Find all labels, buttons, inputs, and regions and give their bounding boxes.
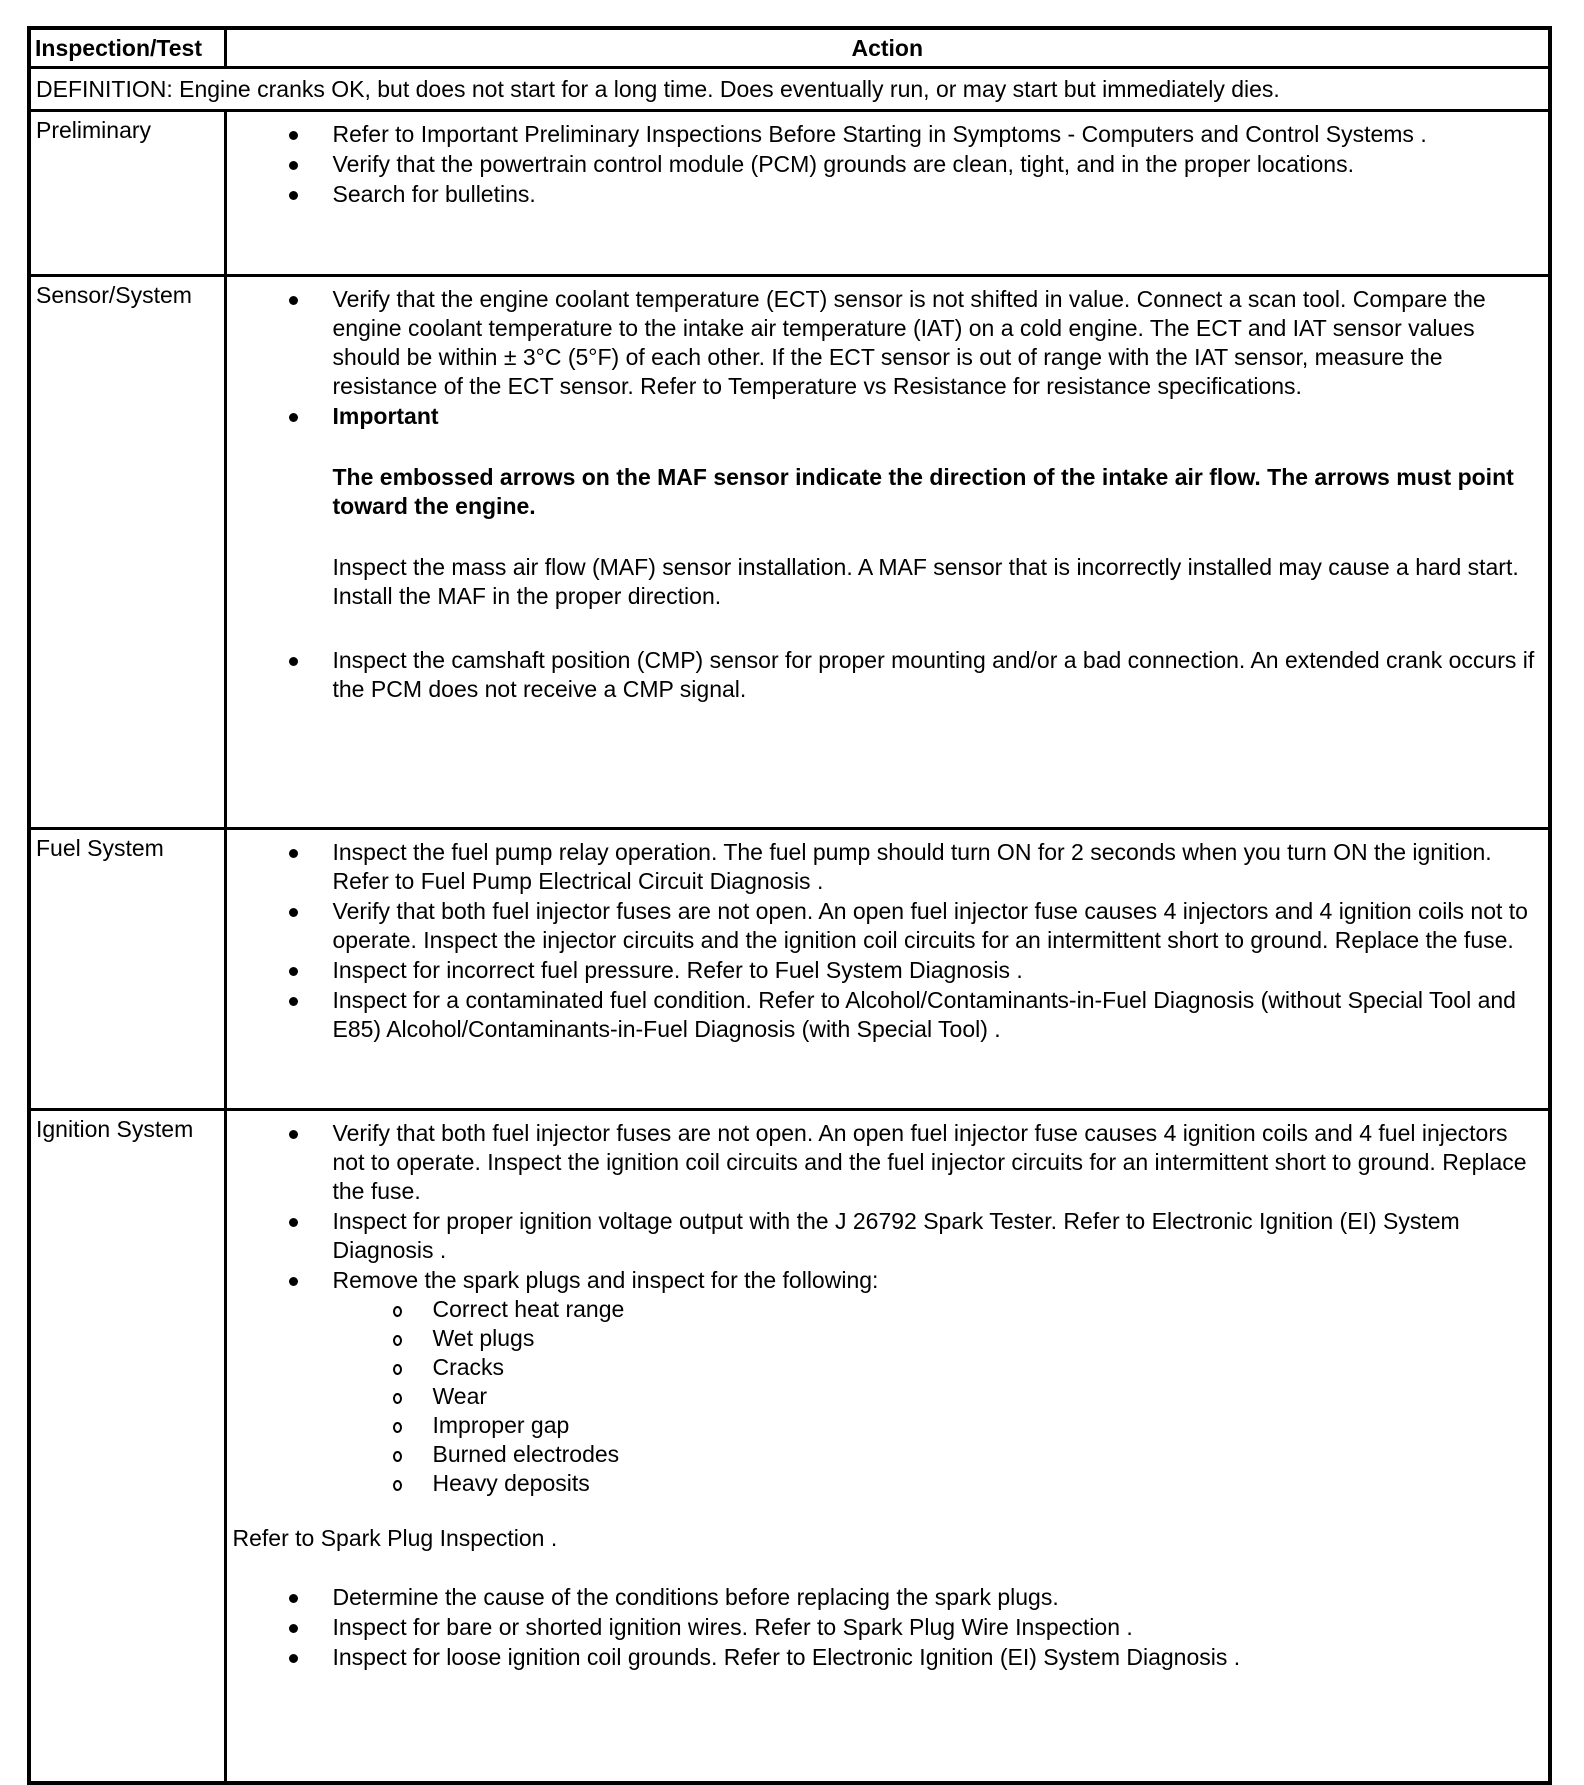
important-label: Important xyxy=(332,403,439,429)
bullet-icon xyxy=(289,1277,298,1286)
action-cell xyxy=(225,1110,1550,1784)
bullet-icon xyxy=(289,908,298,917)
table-row-ignition-system xyxy=(29,1110,1550,1784)
list-item xyxy=(233,897,1539,955)
list-item xyxy=(233,1207,1539,1265)
list-item-text: Inspect for incorrect fuel pressure. Refer to Fuel System Diagnosis . xyxy=(332,957,1023,983)
bullet-icon xyxy=(289,1218,298,1227)
bullet-icon xyxy=(289,161,298,170)
header-action: Action xyxy=(225,28,1550,68)
bullet-list xyxy=(233,120,1539,209)
list-item xyxy=(233,956,1539,985)
action-cell xyxy=(225,829,1550,1110)
bullet-icon xyxy=(289,1654,298,1663)
sub-item-text: Correct heat range xyxy=(432,1296,625,1322)
list-item-text: Inspect the camshaft position (CMP) sensor for proper mounting and/or a bad connection. An extended crank occurs if the PCM does not receive a CMP signal. xyxy=(332,647,1535,702)
diagnostic-table xyxy=(27,26,1552,1785)
bullet-icon xyxy=(289,1130,298,1139)
list-item-text: Verify that both fuel injector fuses are not open. An open fuel injector fuse causes 4 injectors and 4 ignition coils not to operate. Inspect the injector circuits and the ignition coil circuits for an intermittent short to ground. Replace the fuse. xyxy=(332,898,1528,953)
bullet-icon xyxy=(289,191,298,200)
definition-row xyxy=(29,68,1550,111)
list-item xyxy=(233,120,1539,149)
sub-list-item xyxy=(333,1295,1539,1324)
bullet-list-after xyxy=(233,1583,1539,1672)
circle-bullet-icon xyxy=(393,1393,402,1404)
list-item-text: Remove the spark plugs and inspect for the following: xyxy=(332,1267,879,1293)
action-cell xyxy=(225,111,1550,276)
list-item xyxy=(233,1583,1539,1612)
list-item xyxy=(233,1643,1539,1672)
sub-item-text: Improper gap xyxy=(432,1412,570,1438)
list-item xyxy=(233,1613,1539,1642)
list-item-text: Verify that both fuel injector fuses are not open. An open fuel injector fuse causes 4 ignition coils and 4 fuel injectors not to operate. Inspect the ignition coil circuits and the fuel injector circuits for an intermittent short to ground. Replace the fuse. xyxy=(332,1120,1527,1204)
list-item xyxy=(233,285,1539,401)
circle-bullet-icon xyxy=(393,1364,402,1375)
sub-list-item xyxy=(333,1469,1539,1498)
sub-item-text: Heavy deposits xyxy=(432,1470,590,1496)
sub-item-text: Wet plugs xyxy=(432,1325,535,1351)
list-item-text: Inspect for bare or shorted ignition wires. Refer to Spark Plug Wire Inspection . xyxy=(332,1614,1133,1640)
sub-item-text: Wear xyxy=(432,1383,488,1409)
list-item-text: Search for bulletins. xyxy=(332,181,536,207)
bullet-icon xyxy=(289,413,298,422)
bullet-list xyxy=(233,838,1539,1044)
circle-bullet-icon xyxy=(393,1422,402,1433)
bullet-icon xyxy=(289,967,298,976)
list-item-text: Inspect for loose ignition coil grounds. Refer to Electronic Ignition (EI) System Diagnosis . xyxy=(332,1644,1241,1670)
list-item xyxy=(233,402,1539,645)
table-row-sensor-system xyxy=(29,276,1550,829)
table-header-row xyxy=(29,28,1550,68)
bullet-list xyxy=(233,285,1539,704)
maf-paragraph: Inspect the mass air flow (MAF) sensor installation. A MAF sensor that is incorrectly installed may cause a hard start. Install the MAF in the proper direction. xyxy=(332,554,1519,609)
list-item-text: Inspect for proper ignition voltage output with the J 26792 Spark Tester. Refer to Electronic Ignition (EI) System Diagnosis . xyxy=(332,1208,1460,1263)
list-item xyxy=(233,150,1539,179)
header-inspection-test: Inspection/Test xyxy=(29,28,225,68)
sub-list xyxy=(333,1295,1539,1498)
bullet-icon xyxy=(289,131,298,140)
bullet-icon xyxy=(289,657,298,666)
list-item-text: Verify that the engine coolant temperature (ECT) sensor is not shifted in value. Connect a scan tool. Compare the engine coolant temperature to the intake air temperature (IAT) on a cold engine. The ECT and IAT sensor values should be within ± 3°C (5°F) of each other. If the ECT sensor is out of range with the IAT sensor, measure the resistance of the ECT sensor. Refer to Temperature vs Resistance for resistance specifications. xyxy=(332,286,1486,399)
list-item xyxy=(233,180,1539,209)
row-label: Fuel System xyxy=(29,829,225,1110)
sub-list-item xyxy=(333,1440,1539,1469)
table-row-fuel-system xyxy=(29,829,1550,1110)
definition-text: DEFINITION: Engine cranks OK, but does not start for a long time. Does eventually run, or may start but immediately dies. xyxy=(29,68,1550,111)
action-cell xyxy=(225,276,1550,829)
row-label: Ignition System xyxy=(29,1110,225,1784)
sub-item-text: Cracks xyxy=(432,1354,505,1380)
list-item-text: Determine the cause of the conditions before replacing the spark plugs. xyxy=(332,1584,1059,1610)
circle-bullet-icon xyxy=(393,1480,402,1491)
bullet-icon xyxy=(289,997,298,1006)
sub-list-item xyxy=(333,1411,1539,1440)
refer-paragraph: Refer to Spark Plug Inspection . xyxy=(232,1525,558,1551)
bullet-icon xyxy=(289,1594,298,1603)
row-label: Preliminary xyxy=(29,111,225,276)
circle-bullet-icon xyxy=(393,1335,402,1346)
list-item xyxy=(233,838,1539,896)
bullet-icon xyxy=(289,296,298,305)
bullet-list xyxy=(233,1119,1539,1498)
sub-list-item xyxy=(333,1324,1539,1353)
sub-list-item xyxy=(333,1353,1539,1382)
list-item xyxy=(233,646,1539,704)
important-note: The embossed arrows on the MAF sensor indicate the direction of the intake air flow. The arrows must point toward the engine. xyxy=(332,464,1514,519)
list-item-text: Refer to Important Preliminary Inspections Before Starting in Symptoms - Computers and Control Systems . xyxy=(332,121,1427,147)
sub-item-text: Burned electrodes xyxy=(432,1441,620,1467)
circle-bullet-icon xyxy=(393,1451,402,1462)
circle-bullet-icon xyxy=(393,1306,402,1317)
bullet-icon xyxy=(289,849,298,858)
sub-list-item xyxy=(333,1382,1539,1411)
table-row-preliminary xyxy=(29,111,1550,276)
list-item xyxy=(233,1266,1539,1498)
bullet-icon xyxy=(289,1624,298,1633)
list-item xyxy=(233,1119,1539,1206)
row-label: Sensor/System xyxy=(29,276,225,829)
list-item xyxy=(233,986,1539,1044)
list-item-text: Inspect for a contaminated fuel condition. Refer to Alcohol/Contaminants-in-Fuel Diagnosis (without Special Tool and E85) Alcohol/Contaminants-in-Fuel Diagnosis (with Special Tool) . xyxy=(332,987,1516,1042)
list-item-text: Inspect the fuel pump relay operation. The fuel pump should turn ON for 2 seconds when you turn ON the ignition. Refer to Fuel Pump Electrical Circuit Diagnosis . xyxy=(332,839,1492,894)
list-item-text: Verify that the powertrain control module (PCM) grounds are clean, tight, and in the proper locations. xyxy=(332,151,1354,177)
